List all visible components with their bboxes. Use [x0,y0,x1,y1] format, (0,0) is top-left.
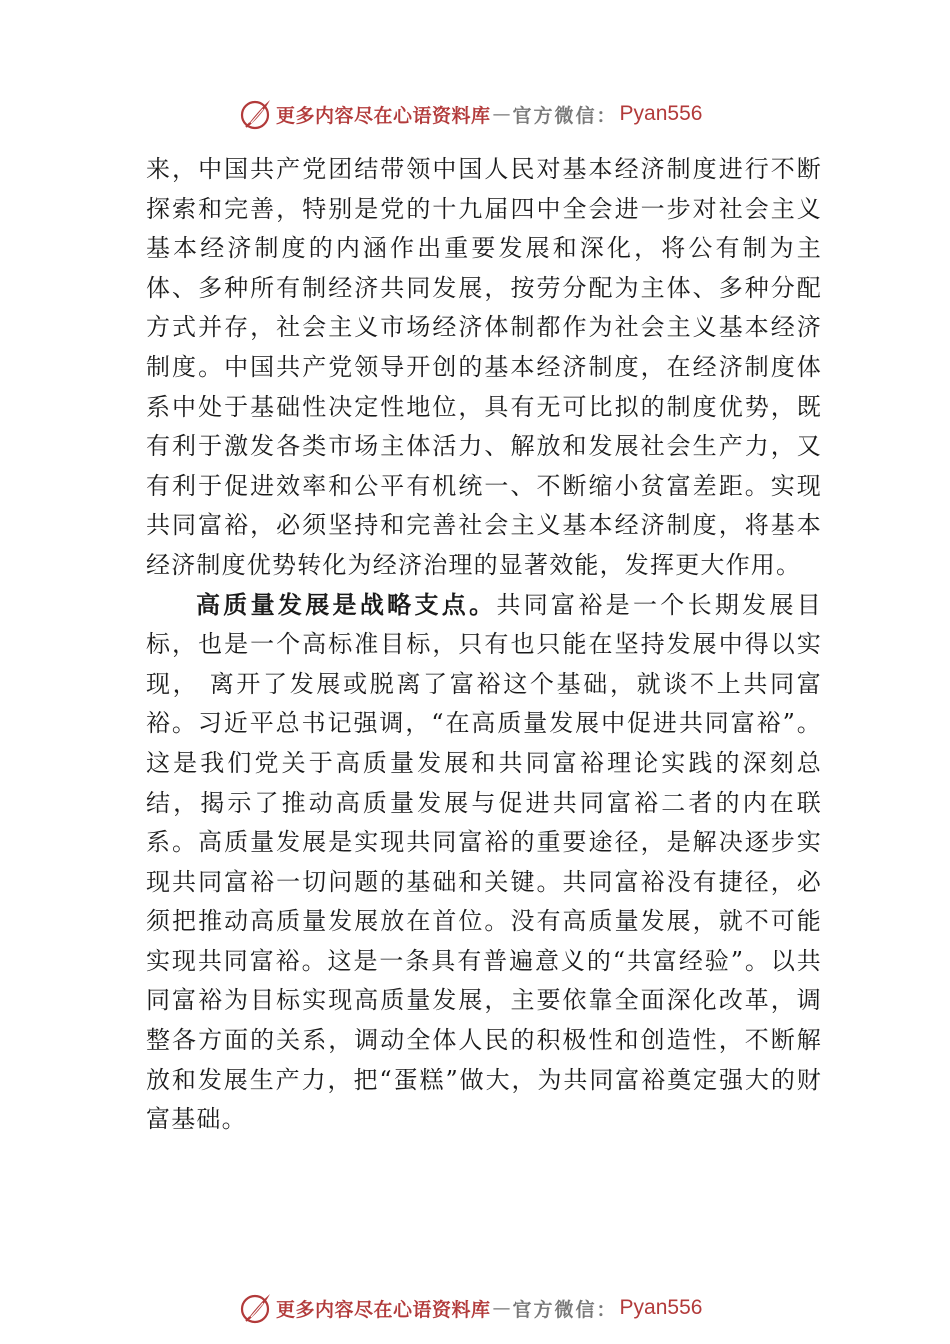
banner-wechat-id: Pyan556 [619,102,703,125]
banner-wechat-label: 官方微信： [512,1298,618,1321]
banner-separator: — [492,103,511,125]
banner-promo-text: 更多内容尽在心语资料库 [276,1298,491,1321]
quill-pen-circle-icon [238,96,274,132]
banner-wechat-id: Pyan556 [619,1296,703,1319]
quill-pen-circle-icon [238,1290,274,1326]
banner-promo-text: 更多内容尽在心语资料库 [276,104,491,127]
banner-separator: — [492,1297,511,1319]
footer-banner [238,1288,702,1328]
paragraph-high-quality-development [146,586,822,1140]
document-body [146,150,822,1140]
paragraph-basic-economic-system: 来，中国共产党团结带领中国人民对基本经济制度进行不断探索和完善，特别是党的十九届四中全会进一步对社会主义基本经济制度的内涵作出重要发展和深化，将公有制为主体、多种所有制经济共同发展，按劳分配为主体、多种分配方式并存，社会主义市场经济体制都作为社会主义基本经济制度。中国共产党领导开创的基本经济制度，在经济制度体系中处于基础性决定性地位，具有无可比拟的制度优势，既有利于激发各类市场主体活力、解放和发展社会生产力，又有利于促进效率和公平有机统一、不断缩小贫富差距。实现共同富裕，必须坚持和完善社会主义基本经济制度，将基本经济制度优势转化为经济治理的显著效能，发挥更大作用。 [146,155,822,579]
paragraph-lead-heading: 高质量发展是战略支点。 [196,590,497,619]
banner-wechat-label: 官方微信： [512,104,618,127]
header-banner [238,94,702,134]
paragraph-body-text: 共同富裕是一个长期发展目标，也是一个高标准目标，只有也只能在坚持发展中得以实现， 离开了发展或脱离了富裕这个基础，就谈不上共同富裕。习近平总书记强调，“在高质量发展中促进共同富裕”。这是我们党关于高质量发展和共同富裕理论实践的深刻总结，揭示了推动高质量发展与促进共同富裕二者的内在联系。高质量发展是实现共同富裕的重要途径，是解决逐步实现共同富裕一切问题的基础和关键。共同富裕没有捷径，必须把推动高质量发展放在首位。没有高质量发展，就不可能实现共同富裕。这是一条具有普遍意义的“共富经验”。以共同富裕为目标实现高质量发展，主要依靠全面深化改革，调整各方面的关系，调动全体人民的积极性和创造性，不断解放和发展生产力，把“蛋糕”做大，为共同富裕奠定强大的财富基础。 [146,590,823,1134]
